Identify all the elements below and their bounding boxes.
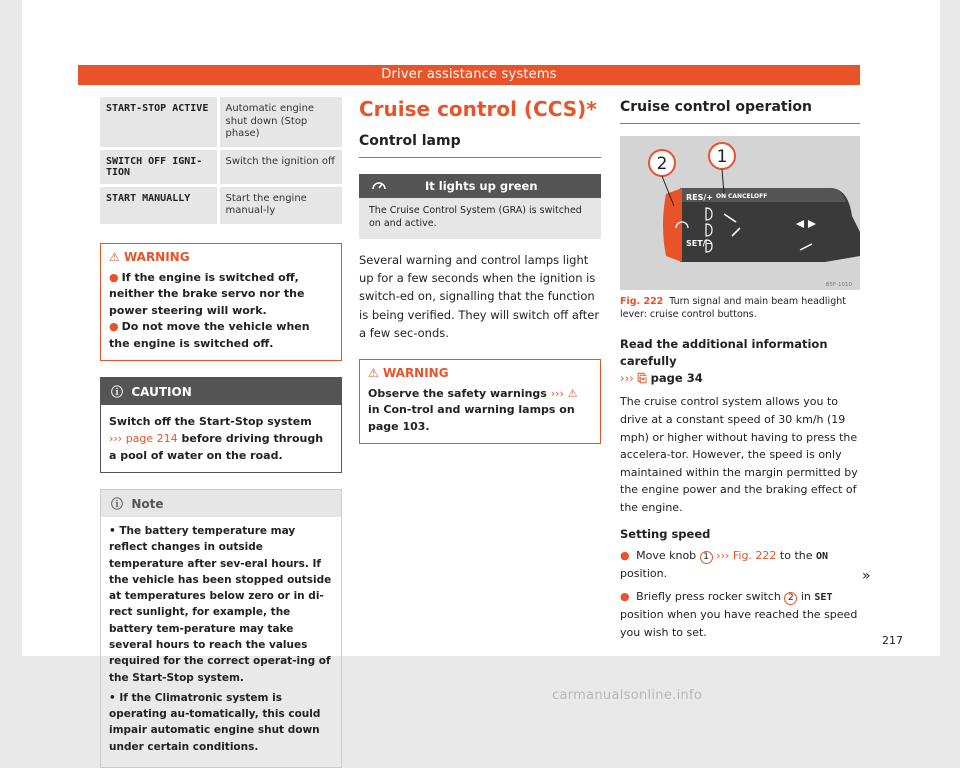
bullet-icon: ●	[620, 548, 630, 562]
step-item	[620, 547, 860, 583]
warning-title: WARNING	[382, 365, 449, 380]
step-text: position when you have reached the speed you wish to set.	[620, 608, 858, 639]
off-label: OFF	[754, 193, 768, 200]
page-link[interactable]: ››› page 214	[109, 432, 178, 446]
callout-badge: 1	[700, 551, 713, 564]
table-row	[100, 148, 342, 185]
caption-text: Turn signal and main beam headlight lever: cruise control buttons.	[620, 296, 846, 320]
callout-2: 2	[656, 154, 668, 174]
table-value: Start the engine manual-ly	[218, 185, 342, 225]
table-key: START MANUALLY	[100, 185, 218, 225]
on-label: ON	[716, 193, 727, 200]
page-link[interactable]: ›››	[550, 386, 564, 400]
chapter-header: Driver assistance systems	[78, 65, 860, 85]
read-more	[620, 336, 860, 388]
read-more-text: Read the additional information carefully	[620, 336, 828, 368]
section-title: Cruise control (CCS)*	[359, 97, 597, 121]
caution-text: Switch off the Start-Stop system	[109, 415, 312, 428]
page-number: 217	[882, 634, 903, 647]
watermark: carmanualsonline.info	[552, 688, 703, 703]
bullet-icon: •	[109, 525, 116, 538]
key-label: ON	[816, 550, 829, 562]
caution-title: CAUTION	[131, 385, 192, 399]
note-title: Note	[131, 497, 164, 512]
bullet-icon: ●	[620, 590, 630, 604]
warning-title: WARNING	[123, 249, 190, 264]
table-key: SWITCH OFF IGNI- TION	[100, 148, 218, 185]
lever-figure	[620, 136, 860, 290]
bullet-icon: •	[109, 691, 116, 704]
warning-text: Observe the safety warnings	[368, 386, 547, 400]
note-box	[100, 489, 342, 768]
step-text: position.	[620, 566, 668, 580]
callout-1: 1	[716, 147, 728, 167]
warning-item: Do not move the vehicle when the engine is switched off.	[109, 320, 310, 350]
callout-badge: 2	[784, 592, 797, 605]
right-column	[620, 97, 860, 641]
key-label: SET	[814, 592, 833, 604]
caution-text-2: before driving through a pool of water on the road.	[109, 432, 324, 463]
cancel-label: CANCEL	[728, 193, 755, 200]
caution-box	[100, 377, 342, 473]
middle-column	[359, 97, 601, 444]
table-row	[100, 97, 342, 148]
bullet-icon: ●	[109, 270, 119, 284]
step-text: Move knob	[636, 548, 697, 562]
set-label: SET/−	[686, 239, 713, 248]
speedometer-icon	[371, 178, 387, 194]
figure-number: Fig. 222	[620, 296, 664, 307]
table-value: Switch the ignition off	[218, 148, 342, 185]
page-link[interactable]: ›››	[620, 371, 638, 386]
step-text: Briefly press rocker switch	[636, 590, 781, 604]
status-table	[100, 97, 342, 227]
body-paragraph: The cruise control system allows you to drive at a constant speed of 30 km/h (19 mph) or higher without having to press the accelera-tor. However, the speed is only maintained within the margin permitted by the engine power and the braking effect of the engine.	[620, 395, 858, 514]
warning-item: If the engine is switched off, neither the brake servo nor the power steering will work.	[109, 270, 305, 317]
warning-box	[100, 243, 342, 362]
warning-icon: ⚠	[368, 365, 379, 380]
note-item: If the Climatronic system is operating au-tomatically, this could impair automatic engine shut down under certain conditions.	[109, 691, 321, 753]
subheading: Setting speed	[620, 526, 711, 541]
figure-link[interactable]: ››› Fig. 222	[716, 548, 777, 562]
left-column	[100, 97, 342, 768]
step-text: in	[800, 590, 811, 604]
table-row	[100, 185, 342, 225]
caution-icon: ⓘ	[111, 385, 124, 399]
warning-icon: ⚠	[109, 249, 120, 264]
note-item: The battery temperature may reflect changes in outside temperature after sev-eral hours. If the vehicle has been stopped outside at temperatures below zero or in di-rect sunlight, for example, the battery tem-perature may take several hours to reach the values required for the correct operat-ing of the Start-Stop system.	[109, 525, 332, 684]
lamp-label: It lights up green	[425, 179, 538, 193]
lever-illustration	[620, 136, 860, 290]
warning-box	[359, 359, 601, 445]
warning-text-2: in Con-trol and warning lamps on page 103.	[368, 403, 575, 433]
step-item	[620, 588, 860, 641]
table-key: START-STOP ACTIVE	[100, 97, 218, 148]
step-text: to the	[779, 548, 813, 562]
page-reference: page 34	[650, 371, 703, 386]
figure-caption	[620, 296, 860, 322]
book-icon: ⎘	[637, 371, 647, 386]
lamp-description: The Cruise Control System (GRA) is switched on and active.	[359, 198, 601, 239]
res-label: RES/+	[686, 193, 714, 202]
body-paragraph: Several warning and control lamps light up for a few seconds when the ignition is switch-ed on, signalling that the function is being verified. They will switch off after a few sec-onds.	[359, 252, 600, 341]
lamp-header	[359, 174, 601, 198]
section-title: Cruise control operation	[620, 99, 860, 124]
warning-icon: ⚠	[567, 386, 578, 400]
info-icon: ⓘ	[111, 497, 124, 512]
table-value: Automatic engine shut down (Stop phase)	[218, 97, 342, 148]
continue-marker: »	[862, 568, 871, 584]
subsection-title: Control lamp	[359, 133, 601, 158]
figure-code: B5F-1010	[825, 282, 852, 288]
bullet-icon: ●	[109, 320, 119, 333]
